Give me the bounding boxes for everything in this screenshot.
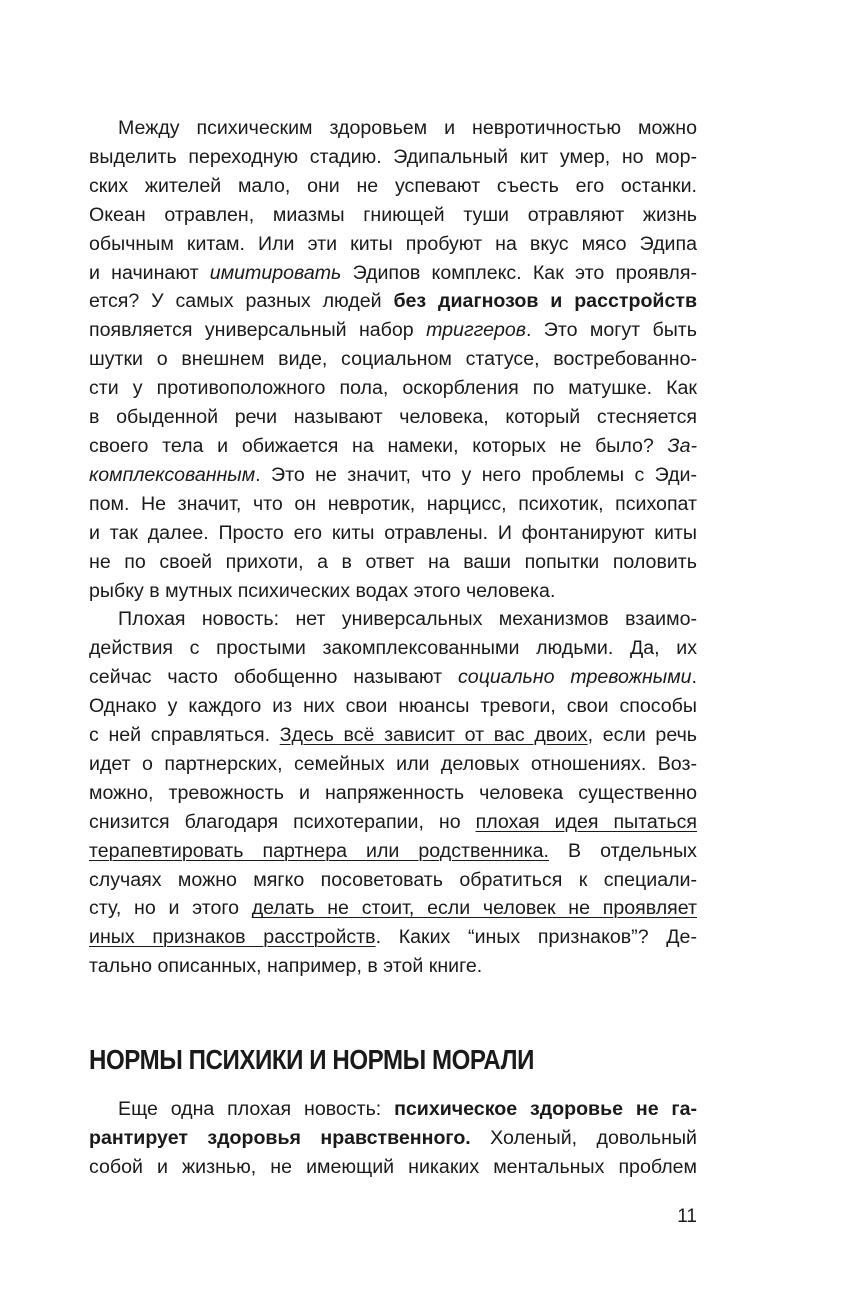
text-line: пом. Не значит, что он невротик, нарцисс, психотик, психопат xyxy=(89,492,697,515)
text-run: В отдельных xyxy=(549,839,697,862)
text-run: . xyxy=(691,666,697,689)
text-line: выделить переходную стадию. Эдипальный кит умер, но мор- xyxy=(89,145,697,168)
text-run: и начинают xyxy=(89,261,210,284)
text-line: рыбку в мутных психических водах этого человека. xyxy=(89,579,556,602)
text-line xyxy=(89,316,697,345)
italic-term: комплексованным xyxy=(89,463,256,486)
text-line: Однако у каждого из них свои нюансы тревоги, свои способы xyxy=(89,695,697,718)
text-line xyxy=(89,259,697,288)
text-line xyxy=(89,923,697,952)
text-line: обычным китам. Или эти киты пробуют на вкус мясо Эдипа xyxy=(89,232,697,255)
text-line: случаях можно мягко посоветовать обратиться к специали- xyxy=(89,868,697,891)
text-line: и так далее. Просто его киты отравлены. И фонтанируют киты xyxy=(89,521,697,544)
italic-term: имитировать xyxy=(209,261,342,284)
text-line xyxy=(89,894,697,923)
paragraph-1 xyxy=(89,114,697,605)
italic-term: За- xyxy=(667,434,697,457)
text-run: . Это не значит, что у него проблемы с Эди- xyxy=(255,463,697,486)
text-run: с ней справляться. xyxy=(89,724,280,747)
underlined-phrase: иных признаков расстройств xyxy=(89,926,376,949)
text-run: Холеный, довольный xyxy=(470,1126,697,1149)
bold-phrase: без диагнозов и расстройств xyxy=(393,290,697,313)
bold-phrase: рантирует здоровья нравственного. xyxy=(89,1126,471,1149)
paragraph-3 xyxy=(89,1095,697,1182)
page-number: 11 xyxy=(677,1206,697,1227)
italic-term: триггеров xyxy=(426,319,526,342)
text-line xyxy=(89,432,697,461)
underlined-phrase: терапевтировать партнера или родственника. xyxy=(89,839,549,862)
text-line: Между психическим здоровьем и невротичностью можно xyxy=(118,117,697,139)
text-line: шутки о внешнем виде, социальном статусе, востребованно- xyxy=(89,348,697,371)
underlined-phrase: делать не стоит, если человек не проявляет xyxy=(251,897,697,920)
text-run: появляется универсальный набор xyxy=(89,319,427,342)
section-heading: НОРМЫ ПСИХИКИ И НОРМЫ МОРАЛИ xyxy=(89,1044,535,1075)
text-run: сейчас часто обобщенно называют xyxy=(89,666,458,689)
text-line: Плохая новость: нет универсальных механизмов взаимо- xyxy=(118,608,697,631)
text-run: сту, но и этого xyxy=(89,897,252,920)
text-line xyxy=(89,721,697,750)
section-2-text-block xyxy=(89,1095,697,1182)
text-run: своего тела и обижается на намеки, которых не было? xyxy=(89,434,668,457)
text-line xyxy=(89,663,697,692)
text-line: действия с простыми закомплексованными людьми. Да, их xyxy=(89,637,697,660)
text-line: ских жителей мало, они не успевают съесть его останки. xyxy=(89,174,697,197)
text-line: можно, тревожность и напряженность человека существенно xyxy=(89,781,697,804)
text-run: снизится благодаря психотерапии, но xyxy=(89,810,476,833)
text-line: собой и жизнью, не имеющий никаких ментальных проблем xyxy=(89,1155,697,1178)
bold-phrase: психическое здоровье не га- xyxy=(394,1098,698,1120)
text-line xyxy=(89,837,697,866)
text-line: в обыденной речи называют человека, который стесняется xyxy=(89,406,697,429)
text-line: не по своей прихоти, а в ответ на ваши попытки половить xyxy=(89,550,697,573)
text-line: сти у противоположного пола, оскорбления по матушке. Как xyxy=(89,377,697,400)
text-run: ется? У самых разных людей xyxy=(89,290,394,313)
text-line xyxy=(89,1095,697,1124)
text-run: Эдипов комплекс. Как это проявля- xyxy=(341,261,697,284)
underlined-phrase: Здесь всё зависит от вас двоих xyxy=(279,724,588,747)
text-line: Океан отравлен, миазмы гниющей туши отравляют жизнь xyxy=(89,203,697,226)
underlined-phrase: плохая идея пытаться xyxy=(475,810,697,833)
text-line: тально описанных, например, в этой книге. xyxy=(89,955,483,978)
italic-term: социально тревожными xyxy=(458,666,692,689)
main-text-block xyxy=(89,114,697,981)
text-run: Еще одна плохая новость: xyxy=(118,1098,395,1120)
text-line xyxy=(89,461,697,490)
text-line xyxy=(89,808,697,837)
text-line xyxy=(89,1124,697,1153)
text-line: идет о партнерских, семейных или деловых отношениях. Воз- xyxy=(89,752,697,775)
text-run: , если речь xyxy=(587,724,697,747)
text-line xyxy=(89,287,697,316)
text-run: . Каких “иных признаков”? Де- xyxy=(375,926,697,949)
paragraph-2 xyxy=(89,605,697,981)
text-run: . Это могут быть xyxy=(525,319,697,342)
